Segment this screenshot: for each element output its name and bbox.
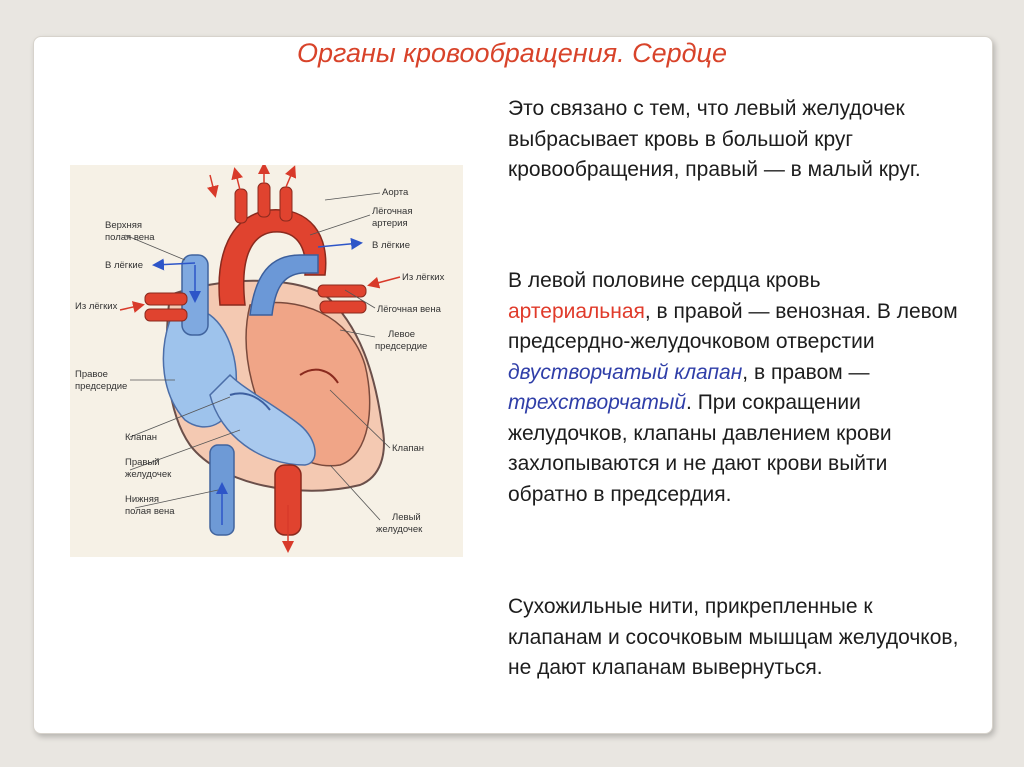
paragraph-valves	[508, 266, 968, 510]
label-left-atrium-1: Левое	[388, 329, 416, 340]
label-pulmonary-artery-2: артерия	[372, 218, 408, 229]
heart-diagram	[70, 165, 463, 557]
label-right-ventricle-2: желудочек	[125, 469, 172, 480]
label-left-ventricle-1: Левый	[392, 512, 421, 523]
label-from-lungs-right: Из лёгких	[402, 272, 445, 283]
paragraph-valves-part4: . При сокращении желудочков, клапаны давлением крови захлопываются и не дают крови выйти обратно в предсердия.	[508, 391, 892, 506]
paragraph-valves-part2: , в правой — венозная. В левом предсердно-желудочковом отверстии	[508, 299, 958, 353]
label-to-lungs-right: В лёгкие	[372, 240, 411, 251]
label-valve-left: Клапан	[125, 432, 158, 443]
highlight-arterial: артериальная	[508, 299, 645, 323]
label-left-atrium-2: предсердие	[375, 341, 428, 352]
paragraph-ventricles: Это связано с тем, что левый желудочек выбрасывает кровь в большой круг кровообращения, правый — в малый круг.	[508, 97, 921, 181]
paragraph-valves-part1: В левой половине сердца кровь	[508, 269, 821, 292]
highlight-tricuspid-valve: трехстворчатый	[508, 391, 687, 414]
label-aorta: Аорта	[382, 187, 409, 198]
label-ivc-1: Нижняя	[125, 494, 160, 505]
label-right-atrium-1: Правое	[75, 369, 108, 380]
label-ivc-2: полая вена	[125, 506, 175, 517]
label-svc-2: полая вена	[105, 232, 155, 243]
label-valve-right: Клапан	[392, 443, 425, 454]
label-from-lungs-left: Из лёгких	[75, 301, 118, 312]
label-right-atrium-2: предсердие	[75, 381, 128, 392]
label-right-ventricle-1: Правый	[125, 457, 160, 468]
label-pulmonary-vein: Лёгочная вена	[377, 304, 441, 315]
highlight-bicuspid-valve: двустворчатый клапан	[508, 360, 743, 384]
paragraph-valves-part3: , в правом —	[742, 360, 870, 384]
label-left-ventricle-2: желудочек	[376, 524, 423, 535]
slide-title: Органы кровообращения. Сердце	[296, 38, 727, 68]
label-to-lungs-left: В лёгкие	[105, 260, 144, 271]
label-svc-1: Верхняя	[105, 220, 143, 231]
paragraph-chordae: Сухожильные нити, прикрепленные к клапанам и сосочковым мышцам желудочков, не дают клапанам вывернуться.	[508, 595, 959, 679]
label-pulmonary-artery-1: Лёгочная	[372, 206, 413, 217]
